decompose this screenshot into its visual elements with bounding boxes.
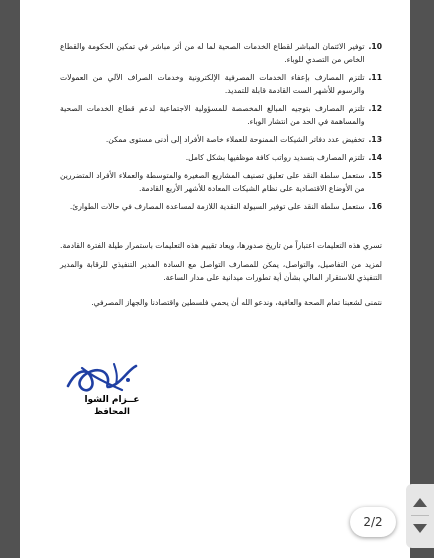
item-number: 14. bbox=[368, 153, 382, 162]
list-item bbox=[60, 151, 382, 164]
item-text: توفير الائتمان المباشر لقطاع الخدمات الصحية لما له من أثر مباشر في تمكين الحكومة والقطاع الخاص من التصدي للوباء. bbox=[60, 42, 365, 64]
item-number: 11. bbox=[368, 73, 382, 82]
effective-date-paragraph: تسري هذه التعليمات اعتباراً من تاريخ صدورها، ويعاد تقييم هذه التعليمات باستمرار طيلة الفترة القادمة. bbox=[60, 241, 382, 250]
list-item bbox=[60, 71, 382, 97]
list-item bbox=[60, 40, 382, 66]
list-item bbox=[60, 169, 382, 195]
item-text: ستعمل سلطة النقد على تعليق تصنيف المشاريع الصغيرة والمتوسطة والعملاء الأفراد المتضررين من الأوضاع الاقتصادية على نظام الشيكات المعادة للأشهر الأربع القادمة. bbox=[60, 171, 365, 193]
signature-block bbox=[62, 395, 162, 417]
item-text: تلتزم المصارف بتسديد رواتب كافة موظفيها بشكل كامل. bbox=[185, 153, 365, 162]
document-page bbox=[20, 0, 410, 558]
item-text: تلتزم المصارف بإعفاء الخدمات المصرفية الإلكترونية وخدمات الصراف الآلي من العمولات والرسوم للأشهر الست القادمة قابلة للتمديد. bbox=[60, 73, 365, 95]
item-number: 12. bbox=[368, 104, 382, 113]
instructions-list bbox=[60, 40, 382, 213]
item-number: 16. bbox=[368, 202, 382, 211]
navigation-divider bbox=[411, 515, 429, 516]
item-number: 15. bbox=[368, 171, 382, 180]
signatory-title: المحافظ bbox=[94, 407, 130, 417]
item-text: ستعمل سلطة النقد على توفير السيولة النقدية اللازمة لمساعدة المصارف في حالات الطوارئ. bbox=[69, 202, 365, 211]
handwritten-signature bbox=[62, 356, 142, 400]
chevron-up-icon[interactable] bbox=[413, 498, 427, 507]
item-text: تخفيض عدد دفاتر الشيكات الممنوحة للعملاء خاصة الأفراد إلى أدنى مستوى ممكن. bbox=[105, 135, 365, 144]
chevron-down-icon[interactable] bbox=[413, 524, 427, 533]
list-item bbox=[60, 200, 382, 213]
list-item bbox=[60, 133, 382, 146]
list-item bbox=[60, 102, 382, 128]
page-navigation bbox=[406, 484, 434, 548]
item-number: 10. bbox=[368, 42, 382, 51]
item-text: تلتزم المصارف بتوجيه المبالغ المخصصة للمسؤولية الاجتماعية لدعم قطاع الخدمات الصحية والمساهمة في الحد من انتشار الوباء. bbox=[60, 104, 365, 126]
closing-paragraph: نتمنى لشعبنا تمام الصحة والعافية، وندعو الله أن يحمي فلسطين واقتصادنا والجهاز المصرفي. bbox=[91, 298, 382, 307]
item-number: 13. bbox=[368, 135, 382, 144]
signatory-name: عــزام الشوا bbox=[84, 395, 140, 405]
page-indicator: 2/2 bbox=[350, 507, 396, 537]
contact-paragraph: لمزيد من التفاصيل، والتواصل، يمكن للمصارف التواصل مع السادة المدير التنفيذي للرقابة والمدير التنفيذي للاستقرار المالي بشأن أية تطورات ميدانية على مدار الساعة. bbox=[60, 260, 382, 282]
